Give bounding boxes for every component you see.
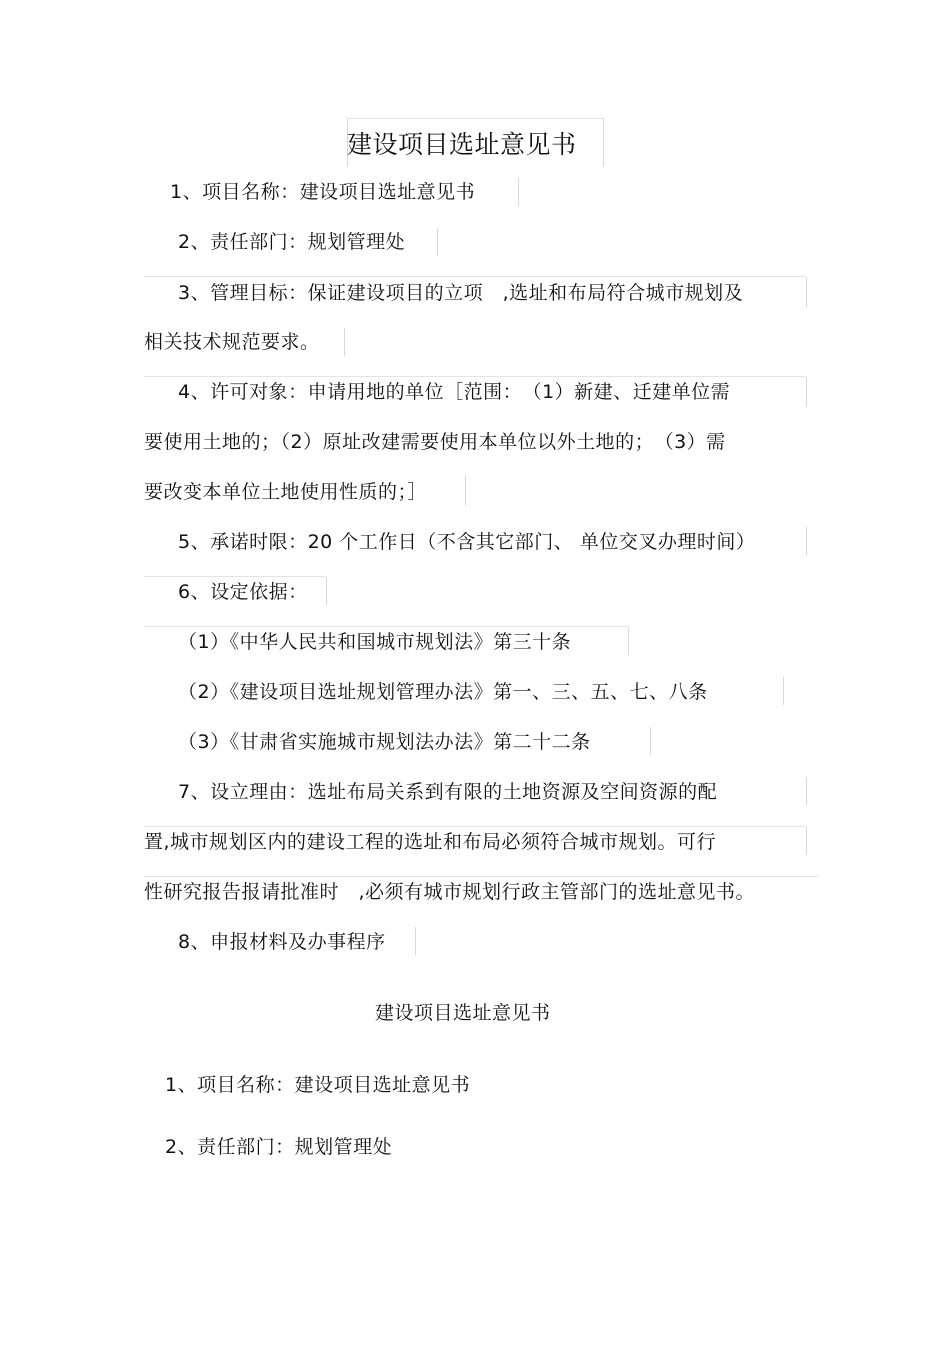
item-permit-target-cont-1: 要使用土地的；（2）原址改建需要使用本单位以外土地的； （3）需 bbox=[144, 431, 726, 453]
cell-rule bbox=[628, 627, 629, 655]
cell-rule bbox=[465, 476, 466, 506]
item-legal-basis: 6、设定依据： bbox=[178, 581, 308, 603]
title-box-right-rule bbox=[603, 118, 604, 166]
cell-rule bbox=[806, 827, 807, 855]
cell-rule bbox=[806, 527, 807, 555]
cell-rule bbox=[806, 277, 807, 307]
item-reason-cont-1: 置,城市规划区内的建设工程的选址和布局必须符合城市规划。可行 bbox=[144, 831, 717, 853]
item-materials: 8、申报材料及办事程序 bbox=[178, 931, 386, 953]
item-management-goal: 3、管理目标：保证建设项目的立项 ,选址和布局符合城市规划及 bbox=[178, 282, 744, 304]
cell-rule bbox=[806, 377, 807, 407]
document-title: 建设项目选址意见书 bbox=[347, 130, 577, 159]
cell-rule bbox=[144, 626, 628, 627]
item-department: 2、责任部门：规划管理处 bbox=[178, 231, 406, 253]
item-management-goal-cont: 相关技术规范要求。 bbox=[144, 331, 320, 353]
item-reason-cont-2: 性研究报告报请批准时 ,必须有城市规划行政主管部门的选址意见书。 bbox=[144, 881, 756, 903]
cell-rule bbox=[326, 577, 327, 605]
legal-basis-1: （1）《中华人民共和国城市规划法》第三十条 bbox=[178, 631, 572, 653]
cell-rule bbox=[437, 228, 438, 256]
cell-rule bbox=[144, 376, 806, 377]
cell-rule bbox=[144, 826, 806, 827]
cell-rule bbox=[783, 677, 784, 705]
repeat-item-project-name: 1、项目名称：建设项目选址意见书 bbox=[165, 1074, 471, 1096]
item-permit-target-cont-2: 要改变本单位土地使用性质的；］ bbox=[144, 481, 428, 503]
cell-rule bbox=[144, 876, 818, 877]
legal-basis-3: （3）《甘肃省实施城市规划法办法》第二十二条 bbox=[178, 731, 591, 753]
title-box-top-rule bbox=[347, 118, 603, 119]
legal-basis-2: （2）《建设项目选址规划管理办法》第一、三、五、七、八条 bbox=[178, 681, 708, 703]
repeat-title: 建设项目选址意见书 bbox=[375, 1002, 551, 1024]
cell-rule bbox=[144, 276, 806, 277]
cell-rule bbox=[806, 777, 807, 805]
item-reason: 7、设立理由：选址布局关系到有限的土地资源及空间资源的配 bbox=[178, 781, 718, 803]
repeat-item-department: 2、责任部门：规划管理处 bbox=[165, 1136, 393, 1158]
cell-rule bbox=[650, 727, 651, 755]
item-time-limit: 5、承诺时限：20 个工作日（不含其它部门、 单位交叉办理时间） bbox=[178, 531, 756, 553]
cell-rule bbox=[518, 178, 519, 206]
cell-rule bbox=[144, 576, 326, 577]
cell-rule bbox=[415, 927, 416, 955]
item-project-name: 1、项目名称：建设项目选址意见书 bbox=[170, 181, 476, 203]
item-permit-target: 4、许可对象：申请用地的单位［范围： （1）新建、迁建单位需 bbox=[178, 381, 731, 403]
cell-rule bbox=[344, 328, 345, 356]
